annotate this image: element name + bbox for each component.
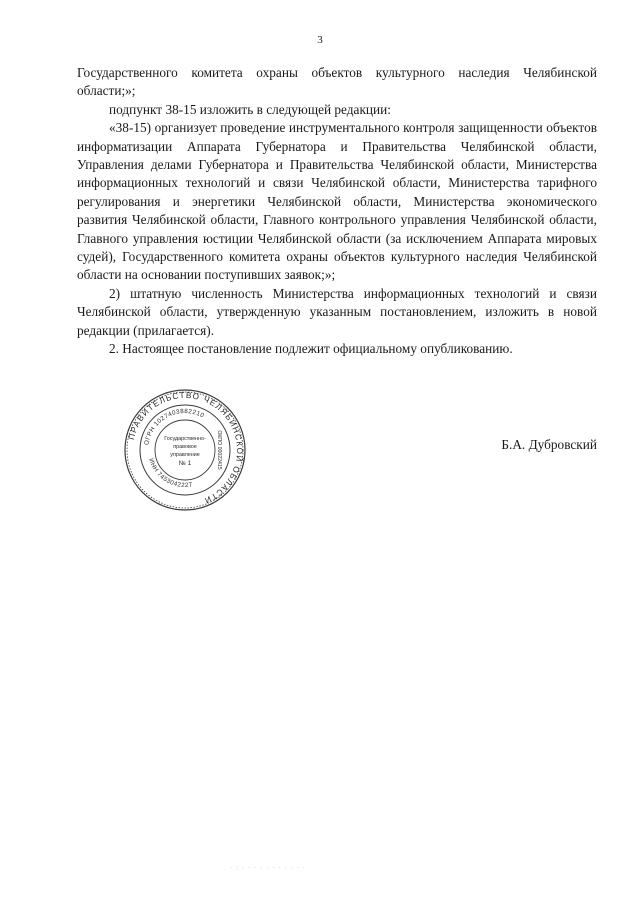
seal-center-line-1: Государственно- bbox=[164, 436, 206, 442]
scan-noise-marks: · : · · · · · · · · · · · bbox=[230, 864, 306, 872]
seal-inn-text: ИНН 7453042227 bbox=[147, 457, 194, 490]
signatory-name: Б.А. Дубровский bbox=[501, 437, 597, 452]
page-number: 3 bbox=[317, 34, 323, 46]
paragraph-3: «38-15) организует проведение инструментального контроля защищенности объектов информатизации Аппарата Губернатора и Правительства Челябинской области, Управления делами Губернатора и Правительства Челябинской области, Министерства информационных технологий и связи Челябинской области, Министерства тарифного регулирования и энергетики Челябинской области, Министерства экономического развития Челябинской области, Главного контрольного управления Челябинской области, Главного управления юстиции Челябинской области (за исключением Аппарата мировых судей), Государственного комитета охраны объектов культурного наследия Челябинской области на основании поступивших заявок;»; bbox=[77, 120, 597, 283]
seal-outer-text: ПРАВИТЕЛЬСТВО ЧЕЛЯБИНСКОЙ ОБЛАСТИ bbox=[127, 390, 245, 506]
seal-center-line-3: управление bbox=[170, 452, 200, 458]
paragraph-4: 2) штатную численность Министерства информационных технологий и связи Челябинской области, утвержденную указанным постановлением, изложить в новой редакции (прилагается). bbox=[77, 285, 597, 338]
seal-okpo-text: ОКПО 00022415 bbox=[216, 430, 222, 470]
seal-center-line-4: № 1 bbox=[178, 460, 192, 467]
seal-center-line-2: правовое bbox=[173, 444, 197, 450]
paragraph-5: 2. Настоящее постановление подлежит официальному опубликованию. bbox=[109, 341, 513, 357]
paragraph-1: Государственного комитета охраны объектов культурного наследия Челябинской области;»; bbox=[77, 65, 597, 99]
paragraph-2: подпункт 38-15 изложить в следующей редакции: bbox=[109, 101, 391, 117]
official-seal-stamp bbox=[123, 388, 247, 512]
seal-ogrn-text: ОГРН 1027403882210 bbox=[143, 407, 206, 446]
document-body bbox=[77, 64, 597, 359]
